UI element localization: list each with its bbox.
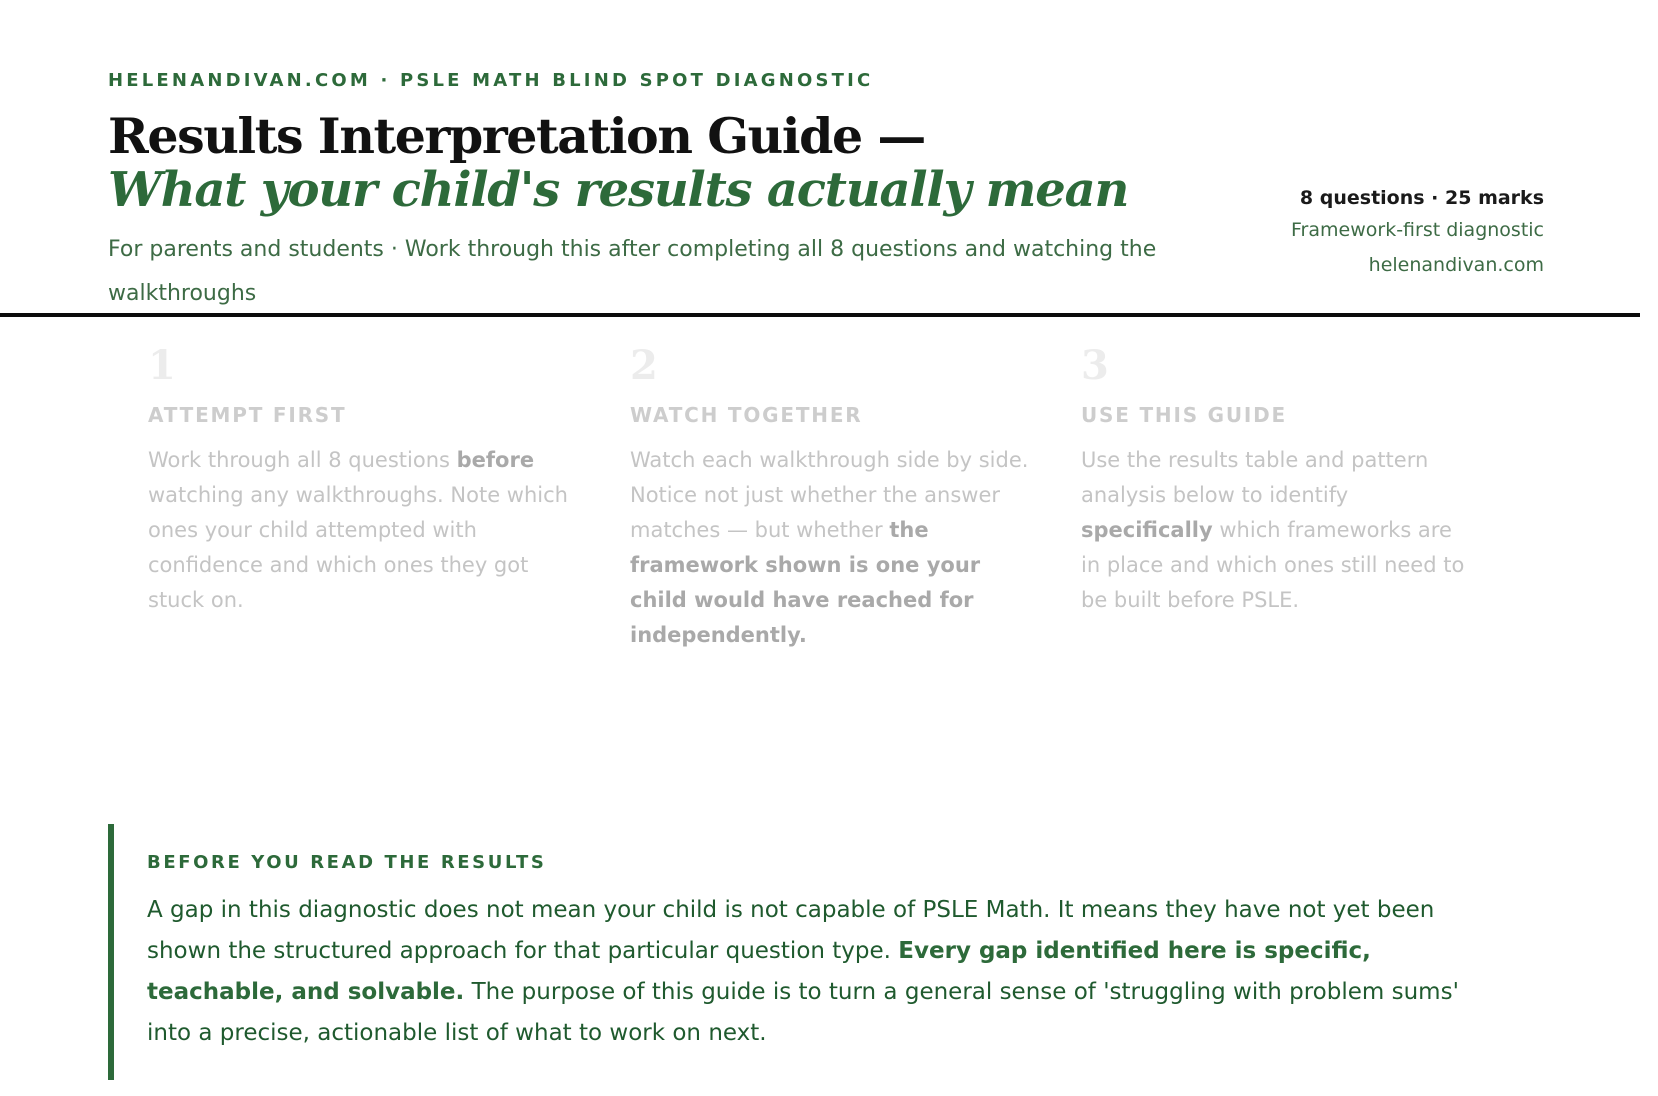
intro-text: For parents and students · Work through this after completing all 8 questions and watching the walkthroughs (108, 237, 1157, 306)
step-title: ATTEMPT FIRST (148, 403, 347, 427)
step-title: USE THIS GUIDE (1081, 403, 1288, 427)
page-subtitle: What your child's results actually mean (108, 162, 1129, 218)
step-use-this-guide (1081, 340, 1471, 618)
step-number: 2 (630, 342, 658, 389)
step-number: 3 (1081, 342, 1109, 389)
meta-website: helenandivan.com (1368, 254, 1544, 276)
results-callout (108, 824, 1474, 1080)
callout-label: BEFORE YOU READ THE RESULTS (147, 852, 547, 873)
meta-question-count: 8 questions · 25 marks (1299, 187, 1544, 209)
callout-body: A gap in this diagnostic does not mean your child is not capable of PSLE Math. It means they have not yet been shown the structured approach for that particular question type. Every gap identified here is specific, teachable, and solvable. The purpose of this guide is to turn a general sense of 'struggling with problem sums' into a precise, actionable list of what to work on next. (147, 897, 1459, 1046)
step-attempt-first (148, 340, 568, 618)
meta-diagnostic-type: Framework-first diagnostic (1291, 219, 1544, 241)
step-body: Watch each walkthrough side by side. Notice not just whether the answer matches — but whether the framework shown is one your child would have reached for independently. (630, 448, 1029, 647)
step-body: Use the results table and pattern analysis below to identify specifically which frameworks are in place and which ones still need to be built before PSLE. (1081, 448, 1465, 612)
site-eyebrow: HELENANDIVAN.COM · PSLE MATH BLIND SPOT DIAGNOSTIC (108, 70, 874, 91)
step-number: 1 (148, 342, 176, 389)
step-watch-together (630, 340, 1030, 653)
step-title: WATCH TOGETHER (630, 403, 863, 427)
meta-info (1291, 183, 1544, 283)
page-title: Results Interpretation Guide — (108, 107, 926, 165)
header-divider (0, 313, 1640, 317)
step-body: Work through all 8 questions before watching any walkthroughs. Note which ones your child attempted with confidence and which ones they got stuck on. (148, 448, 568, 612)
